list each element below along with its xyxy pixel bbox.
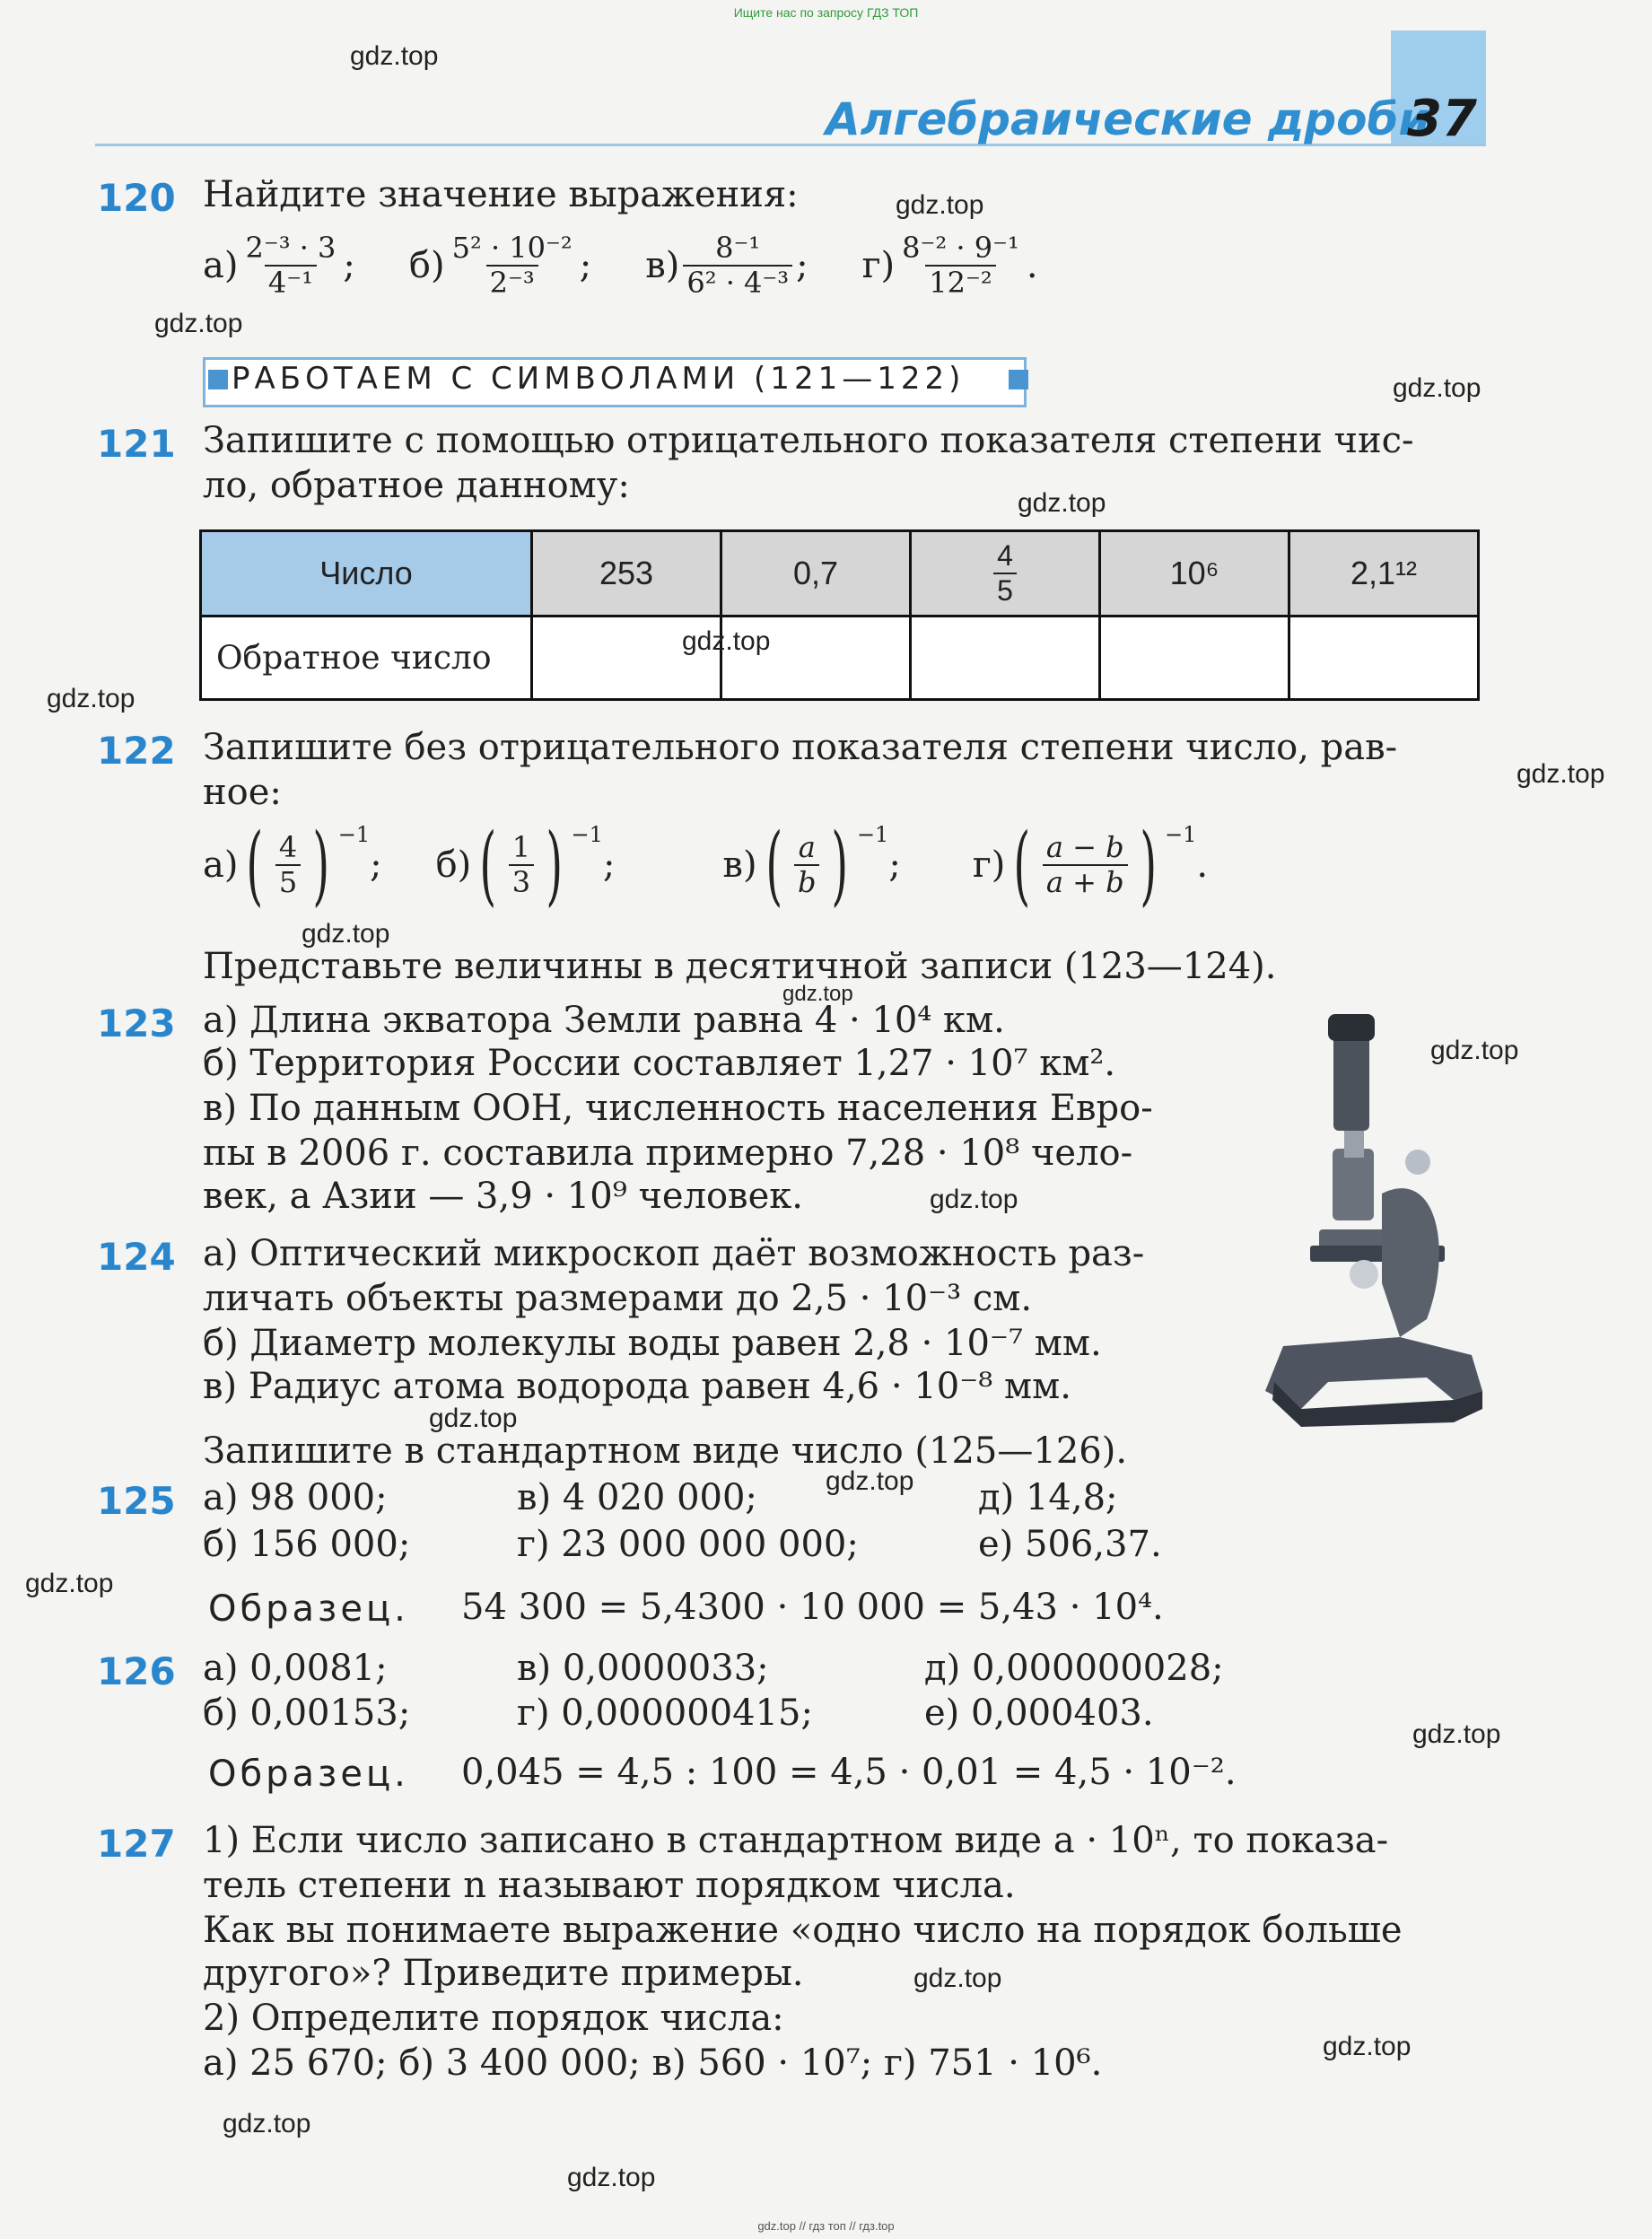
section-intro: Представьте величины в десятичной записи (123—124). <box>203 946 1277 987</box>
sample-text: 54 300 = 5,4300 · 10 000 = 5,43 · 10⁴. <box>461 1587 1164 1628</box>
watermark: gdz.top <box>302 919 390 949</box>
microscope-illustration <box>1247 1014 1499 1436</box>
exercise-number: 124 <box>97 1235 176 1279</box>
table-cell: 2,1¹² <box>1289 531 1479 617</box>
exercise-item: б) 156 000; <box>203 1524 411 1565</box>
exercise-item: в) 0,0000033; <box>517 1648 769 1689</box>
fraction-row: а) ( $\frac{4}{5}$ ) −1 ; б) ( $\frac{1}{3}$ ) −1 ; в) ( $\frac{a}{b}$ ) −1 ; г) ( $\frac{a - b}{a + b}$ ) −1 . <box>203 815 1209 915</box>
fraction <box>683 232 792 300</box>
top-note: Ищите нас по запросу ГДЗ ТОП <box>733 5 919 20</box>
exercise-text: Найдите значение выражения: <box>203 174 799 215</box>
watermark: gdz.top <box>567 2163 656 2192</box>
band-marker-left <box>208 370 228 389</box>
exercise-item: пы в 2006 г. составила примерно 7,28 · 10⁸ чело- <box>203 1133 1133 1174</box>
numerator: 8⁻¹ <box>715 231 761 265</box>
section-intro: Запишите в стандартном виде число (125—126). <box>203 1430 1128 1472</box>
denominator: 2⁻³ <box>486 265 538 300</box>
exercise-number: 127 <box>97 1822 176 1866</box>
exercise-text: ло, обратное данному: <box>203 465 630 506</box>
watermark: gdz.top <box>47 684 135 713</box>
watermark: gdz.top <box>350 41 439 71</box>
fraction <box>898 232 1023 300</box>
table-cell <box>911 531 1100 617</box>
watermark: gdz.top <box>930 1185 1018 1214</box>
exercise-item: в) 4 020 000; <box>517 1477 757 1518</box>
exercise-item: е) 0,000403. <box>924 1692 1154 1734</box>
table-row <box>201 617 1479 700</box>
exercise-item: д) 14,8; <box>978 1477 1118 1518</box>
numerator: 4 <box>997 539 1013 573</box>
watermark: gdz.top <box>782 982 853 1006</box>
fraction <box>509 831 534 899</box>
exercise-item: а) Оптический микроскоп даёт возможность раз- <box>203 1233 1145 1274</box>
watermark: gdz.top <box>1018 488 1106 518</box>
exercise-text: Запишите без отрицательного показателя степени число, рав- <box>203 727 1398 768</box>
item-label: г) <box>861 244 896 286</box>
fraction <box>275 831 301 899</box>
exercise-text: другого»? Приведите примеры. <box>203 1953 804 1994</box>
item-label: б) <box>408 244 445 286</box>
exercise-text: тель степени n называют порядком числа. <box>203 1865 1016 1906</box>
exponent: −1 <box>571 822 603 847</box>
exercise-text: Как вы понимаете выражение «одно число на порядок больше <box>203 1910 1403 1951</box>
number-table <box>199 529 1480 701</box>
item-label: б) <box>435 844 472 886</box>
item-label: в) <box>645 244 680 286</box>
exercise-text: а) 25 670; б) 3 400 000; в) 560 · 10⁷; г) 751 · 10⁶. <box>203 2042 1103 2084</box>
denominator: a + b <box>1043 864 1128 899</box>
denominator: 4⁻¹ <box>265 265 317 300</box>
numerator: 4 <box>278 830 298 865</box>
table-cell-empty <box>1100 617 1289 700</box>
footer-note: gdz.top // гдз топ // гдз.top <box>757 2219 895 2233</box>
numerator: 1 <box>511 830 531 865</box>
exercise-text: Запишите с помощью отрицательного показателя степени чис- <box>203 420 1414 461</box>
exercise-item: б) Диаметр молекулы воды равен 2,8 · 10⁻⁷ мм. <box>203 1323 1102 1364</box>
exercise-item: а) Длина экватора Земли равна 4 · 10⁴ км. <box>203 1000 1005 1041</box>
watermark: gdz.top <box>25 1569 114 1598</box>
exercise-item: век, а Азии — 3,9 · 10⁹ человек. <box>203 1176 803 1217</box>
table-cell: 253 <box>532 531 721 617</box>
exercise-number: 122 <box>97 729 176 773</box>
numerator: 5² · 10⁻² <box>451 231 573 265</box>
watermark: gdz.top <box>1430 1036 1519 1065</box>
section-band-title: РАБОТАЕМ С СИМВОЛАМИ (121—122) <box>232 361 966 397</box>
fraction-row: а) $\frac{\text{2⁻³ · 3}}{\text{4⁻¹}}$ ; б) $\frac{\text{5² · 10⁻²}}{\text{2⁻³}}$ ; в) $\frac{\text{8⁻¹}}{\text{6² · 4⁻³}}$ ; г) $\frac{\text{8⁻² · 9⁻¹}}{\text{12⁻²}}$ . <box>203 231 1038 300</box>
denominator: 6² · 4⁻³ <box>683 265 792 300</box>
exercise-number: 121 <box>97 422 176 466</box>
fraction <box>1043 831 1128 899</box>
sample-label: Образец. <box>208 1588 409 1630</box>
exercise-number: 120 <box>97 176 176 220</box>
band-marker-right <box>1009 370 1028 389</box>
watermark: gdz.top <box>682 626 771 656</box>
fraction <box>241 232 339 300</box>
fraction <box>794 831 819 899</box>
fraction <box>993 539 1017 608</box>
table-header-cell: Число <box>201 531 532 617</box>
numerator: a − b <box>1045 830 1124 865</box>
exercise-item: е) 506,37. <box>978 1524 1162 1565</box>
exercise-item: в) По данным ООН, численность населения Евро- <box>203 1088 1153 1129</box>
exercise-number: 126 <box>97 1649 176 1693</box>
exercise-item: личать объекты размерами до 2,5 · 10⁻³ см. <box>203 1278 1033 1319</box>
page-number: 37 <box>1407 90 1477 148</box>
table-cell: 0,7 <box>721 531 911 617</box>
exercise-item: г) 0,000000415; <box>517 1692 813 1734</box>
watermark: gdz.top <box>1412 1719 1501 1749</box>
fraction <box>449 232 576 300</box>
denominator: b <box>794 864 819 899</box>
watermark: gdz.top <box>896 190 984 220</box>
watermark: gdz.top <box>223 2109 311 2138</box>
denominator: 5 <box>275 864 301 899</box>
watermark: gdz.top <box>429 1404 518 1433</box>
watermark: gdz.top <box>1393 373 1482 403</box>
table-cell: 10⁶ <box>1100 531 1289 617</box>
exponent: −1 <box>1165 822 1197 847</box>
exercise-item: в) Радиус атома водорода равен 4,6 · 10⁻⁸ мм. <box>203 1366 1071 1407</box>
exercise-text: 2) Определите порядок числа: <box>203 1998 784 2039</box>
exponent: −1 <box>856 822 889 847</box>
numerator: 2⁻³ · 3 <box>245 231 337 265</box>
exercise-item: а) 98 000; <box>203 1477 388 1518</box>
exercise-item: б) Территория России составляет 1,27 · 10⁷ км². <box>203 1043 1116 1084</box>
exercise-item: а) 0,0081; <box>203 1648 388 1689</box>
sample-text: 0,045 = 4,5 : 100 = 4,5 · 0,01 = 4,5 · 10⁻². <box>461 1752 1237 1793</box>
item-label: в) <box>722 844 757 886</box>
exercise-item: д) 0,000000028; <box>924 1648 1224 1689</box>
sample-label: Образец. <box>208 1754 409 1795</box>
exercise-text: 1) Если число записано в стандартном виде a · 10ⁿ, то показа- <box>203 1820 1389 1861</box>
item-label: а) <box>203 844 239 886</box>
denominator: 3 <box>509 864 534 899</box>
table-header-cell: Обратное число <box>201 617 532 700</box>
exercise-text: ное: <box>203 772 282 813</box>
exercise-item: б) 0,00153; <box>203 1692 411 1734</box>
watermark: gdz.top <box>154 309 243 338</box>
item-label: г) <box>972 844 1006 886</box>
exercise-item: г) 23 000 000 000; <box>517 1524 859 1565</box>
item-label: а) <box>203 244 239 286</box>
watermark: gdz.top <box>913 1963 1002 1993</box>
denominator: 12⁻² <box>925 265 995 300</box>
chapter-title: Алгебраические дроби <box>826 93 1430 145</box>
watermark: gdz.top <box>826 1466 914 1496</box>
table-row <box>201 531 1479 617</box>
watermark: gdz.top <box>1517 759 1605 789</box>
numerator: a <box>798 830 816 865</box>
exercise-number: 123 <box>97 1001 176 1045</box>
numerator: 8⁻² · 9⁻¹ <box>902 231 1019 265</box>
exercise-number: 125 <box>97 1479 176 1523</box>
watermark: gdz.top <box>1323 2032 1412 2061</box>
denominator: 5 <box>993 573 1017 608</box>
table-cell-empty <box>1289 617 1479 700</box>
exponent: −1 <box>337 822 371 847</box>
table-cell-empty <box>911 617 1100 700</box>
